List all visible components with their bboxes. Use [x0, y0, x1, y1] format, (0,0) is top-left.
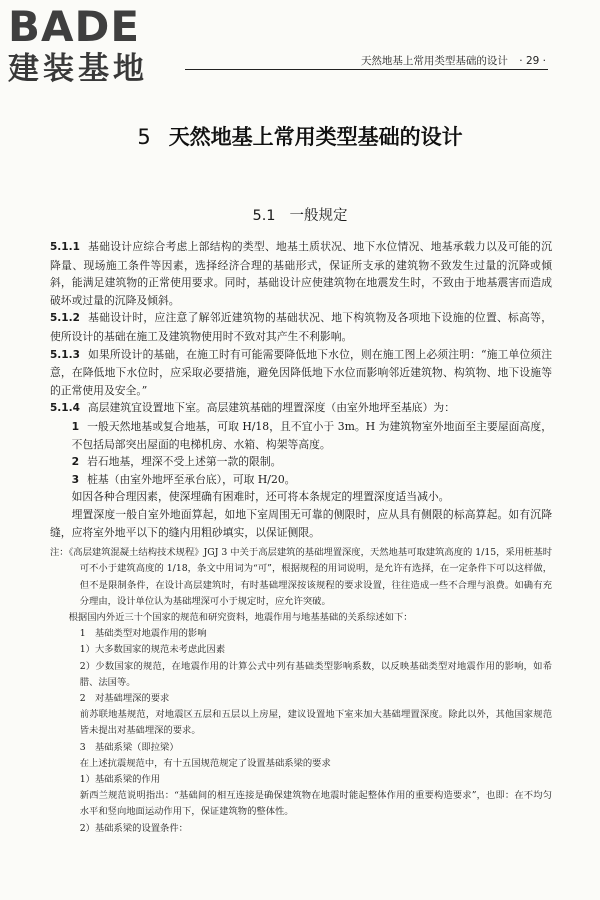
section-number: 5.1 — [252, 208, 276, 224]
note-heading: 1 基础类型对地震作用的影响 — [79, 628, 207, 640]
running-header — [361, 53, 546, 68]
chapter-title — [0, 121, 600, 151]
note-survey: 根据国内外近三十个国家的规范和研究资料，地震作用与地基基础的关系综述如下： — [68, 611, 413, 623]
clause-5-1-1: 5.1.1 基础设计应综合考虑上部结构的类型、地基土质状况、地下水位情况、地基承载力以及可能的沉降量、现场施工条件等因素，选择经济合理的基础形式，保证所支承的建筑物不致发生过量的沉降或倾斜，能满足建筑物的正常使用要求。同时，基础设计应使建筑物在地震发生时，不致由于地基震害而造成破坏或过量的沉降及倾斜。 — [50, 240, 552, 307]
note-block — [50, 545, 552, 837]
note-subitem: 2）基础系梁的设置条件： — [79, 822, 188, 834]
clause-5-1-2: 5.1.2 基础设计时，应注意了解邻近建筑物的基础状况、地下构筑物及各项地下设施的位置、标高等，使所设计的基础在施工及建筑物使用时不致对其产生不利影响。 — [50, 311, 552, 343]
note-heading: 3 基础系梁（即拉梁） — [79, 741, 179, 753]
note-text: 前苏联地基规范，对地震区五层和五层以上房屋，建议设置地下室来加大基础埋置深度。除此以外，其他国家规范皆未提出对基础埋深的要求。 — [79, 709, 552, 737]
note-subitem: 2）少数国家的规范，在地震作用的计算公式中列有基础类型影响系数，以反映基础类型对地震作用的影响，如希腊、法国等。 — [79, 660, 552, 688]
clause-5-1-3: 5.1.3 如果所设计的基础，在施工时有可能需要降低地下水位，则在施工图上必须注明：“施工单位须注意，在降低地下水位时，应采取必要措施，避免因降低地下水位而影响邻近建筑物、构筑物、地下设施等的正常使用及安全。” — [50, 347, 552, 397]
logo-brand-cn: 建装基地 — [8, 51, 148, 87]
logo-brand-en: BADE — [8, 2, 141, 51]
note-text: 在上述抗震规范中，有十五国规范规定了设置基础系梁的要求 — [79, 757, 331, 769]
chapter-number: 5 — [137, 125, 151, 149]
note-subitem: 1）大多数国家的规范未考虑此因素 — [79, 644, 226, 656]
note-text: 新西兰规范说明指出：“基础间的相互连接是确保建筑物在地震时能起整体作用的重要构造要求”，也即：在不均匀水平和竖向地面运动作用下，保证建筑物的整体性。 — [79, 790, 552, 818]
list-item: 3 桩基（由室外地坪至承台底），可取 H/20。 — [71, 472, 296, 486]
section-title-text: 一般规定 — [289, 208, 348, 224]
running-header-title: 天然地基上常用类型基础的设计 — [360, 55, 508, 67]
paragraph: 埋置深度一般自室外地面算起，如地下室周围无可靠的侧限时，应从具有侧限的标高算起。如有沉降缝，应将室外地平以下的缝内用粗砂填实，以保证侧限。 — [50, 507, 552, 539]
clause-5-1-4: 5.1.4 高层建筑宜设置地下室。高层建筑基础的埋置深度（由室外地坪至基底）为： — [50, 401, 455, 415]
header-rule — [185, 69, 548, 70]
page-number: · 29 · — [519, 55, 546, 67]
watermark-logo — [8, 2, 188, 87]
paragraph: 如因各种合理因素，使深埋确有困难时，还可将本条规定的埋置深度适当减小。 — [71, 490, 450, 504]
list-item: 1 一般天然地基或复合地基，可取 H/18，且不宜小于 3m。H 为建筑物室外地面至主要屋面高度，不包括局部突出屋面的电梯机房、水箱、构架等高度。 — [71, 419, 552, 451]
section-title — [0, 204, 600, 225]
chapter-title-text: 天然地基上常用类型基础的设计 — [168, 125, 463, 149]
note-subitem: 1）基础系梁的作用 — [79, 773, 161, 785]
body-text — [50, 238, 552, 837]
note-heading: 2 对基础埋深的要求 — [79, 692, 170, 704]
note-lead: 注：《高层建筑混凝土结构技术规程》JGJ 3 中关于高层建筑的基础埋置深度，天然地基可取建筑高度的 1/15，采用桩基时可不小于建筑高度的 1/18，条文中用词为“可”，根据规程的用词说明，是允许有选择，在一定条件下可以这样做，但不是限制条件，在设计高层建筑时，有时基础埋深按该规程的要求设置，往往造成一些不合理与浪费。如确有充分理由，设计单位认为基础埋深可小于规定时，应允许突破。 — [50, 547, 552, 607]
list-item: 2 岩石地基，埋深不受上述第一款的限制。 — [71, 455, 282, 469]
